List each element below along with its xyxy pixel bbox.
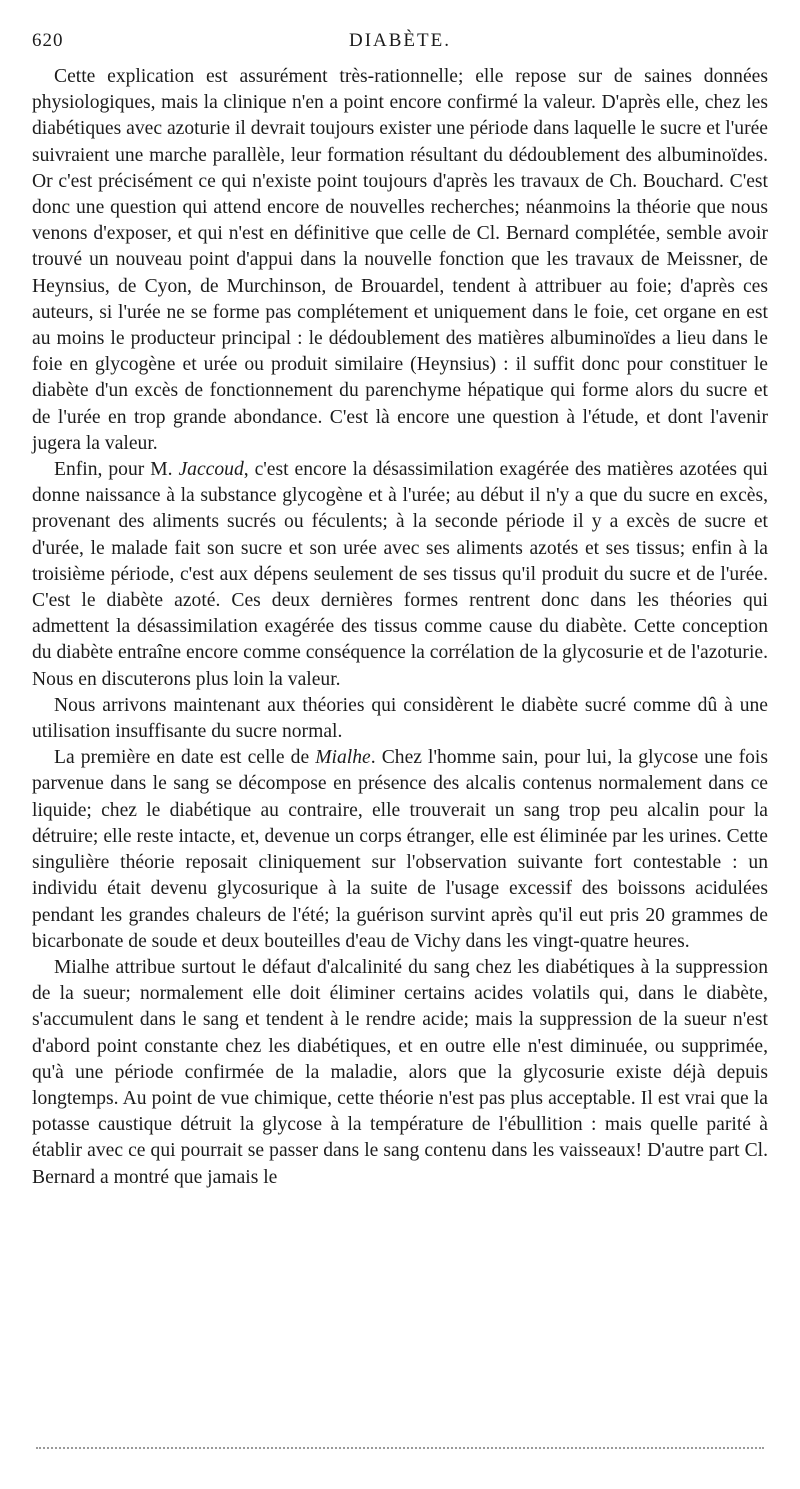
- paragraph-3: [32, 693, 768, 745]
- paragraph-2: [32, 457, 768, 693]
- author-name-italic: Jaccoud: [178, 459, 244, 481]
- paragraph-text: Enfin, pour M.: [54, 459, 179, 481]
- body-text: [32, 64, 768, 1191]
- paragraph-1: [32, 64, 768, 457]
- paragraph-5: [32, 955, 768, 1191]
- paragraph-text: Mialhe attribue surtout le défaut d'alcalinité du sang chez les diabétiques à la suppression de la sueur; normalement elle doit éliminer certains acides volatils qui, dans le diabète, s'accumulent dans le sang et tendent à le rendre acide; mais la suppression de la sueur n'est d'abord point constante chez les diabétiques, et en outre elle n'est diminuée, ou supprimée, qu'à une période confirmée de la maladie, alors que la glycosurie existe déjà depuis longtemps. Au point de vue chimique, cette théorie n'est pas plus acceptable. Il est vrai que la potasse caustique détruit la glycose à la température de l'ébullition : mais quelle parité à établir avec ce qui pourrait se passer dans le sang contenu dans les vaisseaux! D'autre part Cl. Bernard a montré que jamais le: [32, 956, 768, 1188]
- paragraph-text: La première en date est celle de: [54, 747, 316, 769]
- paragraph-text: Nous arrivons maintenant aux théories qui considèrent le diabète sucré comme dû à une utilisation insuffisante du sucre normal.: [32, 694, 768, 743]
- running-title: DIABÈTE.: [348, 30, 451, 51]
- page: [32, 30, 768, 1191]
- paragraph-text: . Chez l'homme sain, pour lui, la glycose une fois parvenue dans le sang se décompose en présence des alcalis contenus normalement dans ce liquide; chez le diabétique au contraire, elle trouverait un sang trop peu alcalin pour la détruire; elle reste intacte, et, devenue un corps étranger, elle est éliminée par les urines. Cette singulière théorie reposait cliniquement sur l'observation suivante fort contestable : un individu était devenu glycosurique à la suite de l'usage excessif des boissons acidulées pendant les grandes chaleurs de l'été; la guérison survint après qu'il eut pris 20 grammes de bicarbonate de soude et deux bouteilles d'eau de Vichy dans les vingt-quatre heures.: [32, 747, 768, 952]
- paragraph-4: [32, 745, 768, 955]
- author-name-italic: Mialhe: [315, 747, 371, 769]
- page-header: [32, 30, 768, 60]
- paragraph-text: , c'est encore la désassimilation exagérée des matières azotées qui donne naissance à la substance glycogène et à l'urée; au début il n'y a que du sucre en excès, provenant des aliments sucrés ou féculents; à la seconde période il y a excès de sucre et d'urée, le malade fait son sucre et son urée avec ses aliments azotés et ses tissus; enfin à la troisième période, c'est aux dépens seulement de ses tissus qu'il produit du sucre et de l'urée. C'est le diabète azoté. Ces deux dernières formes rentrent donc dans les théories qui admettent la désassimilation exagérée des tissus comme cause du diabète. Cette conception du diabète entraîne encore comme conséquence la corrélation de la glycosurie et de l'azoturie. Nous en discuterons plus loin la valeur.: [32, 459, 768, 690]
- page-number: 620: [32, 30, 64, 51]
- footer-dotted-rule: [36, 1447, 764, 1449]
- paragraph-text: Cette explication est assurément très-rationnelle; elle repose sur de saines données physiologiques, mais la clinique n'en a point encore confirmé la valeur. D'après elle, chez les diabétiques avec azoturie il devrait toujours exister une période dans laquelle le sucre et l'urée suivraient une marche parallèle, leur formation résultant du dédoublement des albuminoïdes. Or c'est précisément ce qui n'existe point toujours d'après les travaux de Ch. Bouchard. C'est donc une question qui attend encore de nouvelles recherches; néanmoins la théorie que nous venons d'exposer, et qui n'est en définitive que celle de Cl. Bernard complétée, semble avoir trouvé un nouveau point d'appui dans la nouvelle fonction que les travaux de Meissner, de Heynsius, de Cyon, de Murchinson, de Brouardel, tendent à attribuer au foie; d'après ces auteurs, si l'urée ne se forme pas complétement et uniquement dans le foie, cet organe en est au moins le producteur principal : le dédoublement des matières albuminoïdes a lieu dans le foie en glycogène et urée ou produit similaire (Heynsius) : il suffit donc pour constituer le diabète d'un excès de fonctionnement du parenchyme hépatique qui forme alors du sucre et de l'urée en trop grande abondance. C'est là encore une question à l'étude, et dont l'avenir jugera la valeur.: [32, 66, 768, 454]
